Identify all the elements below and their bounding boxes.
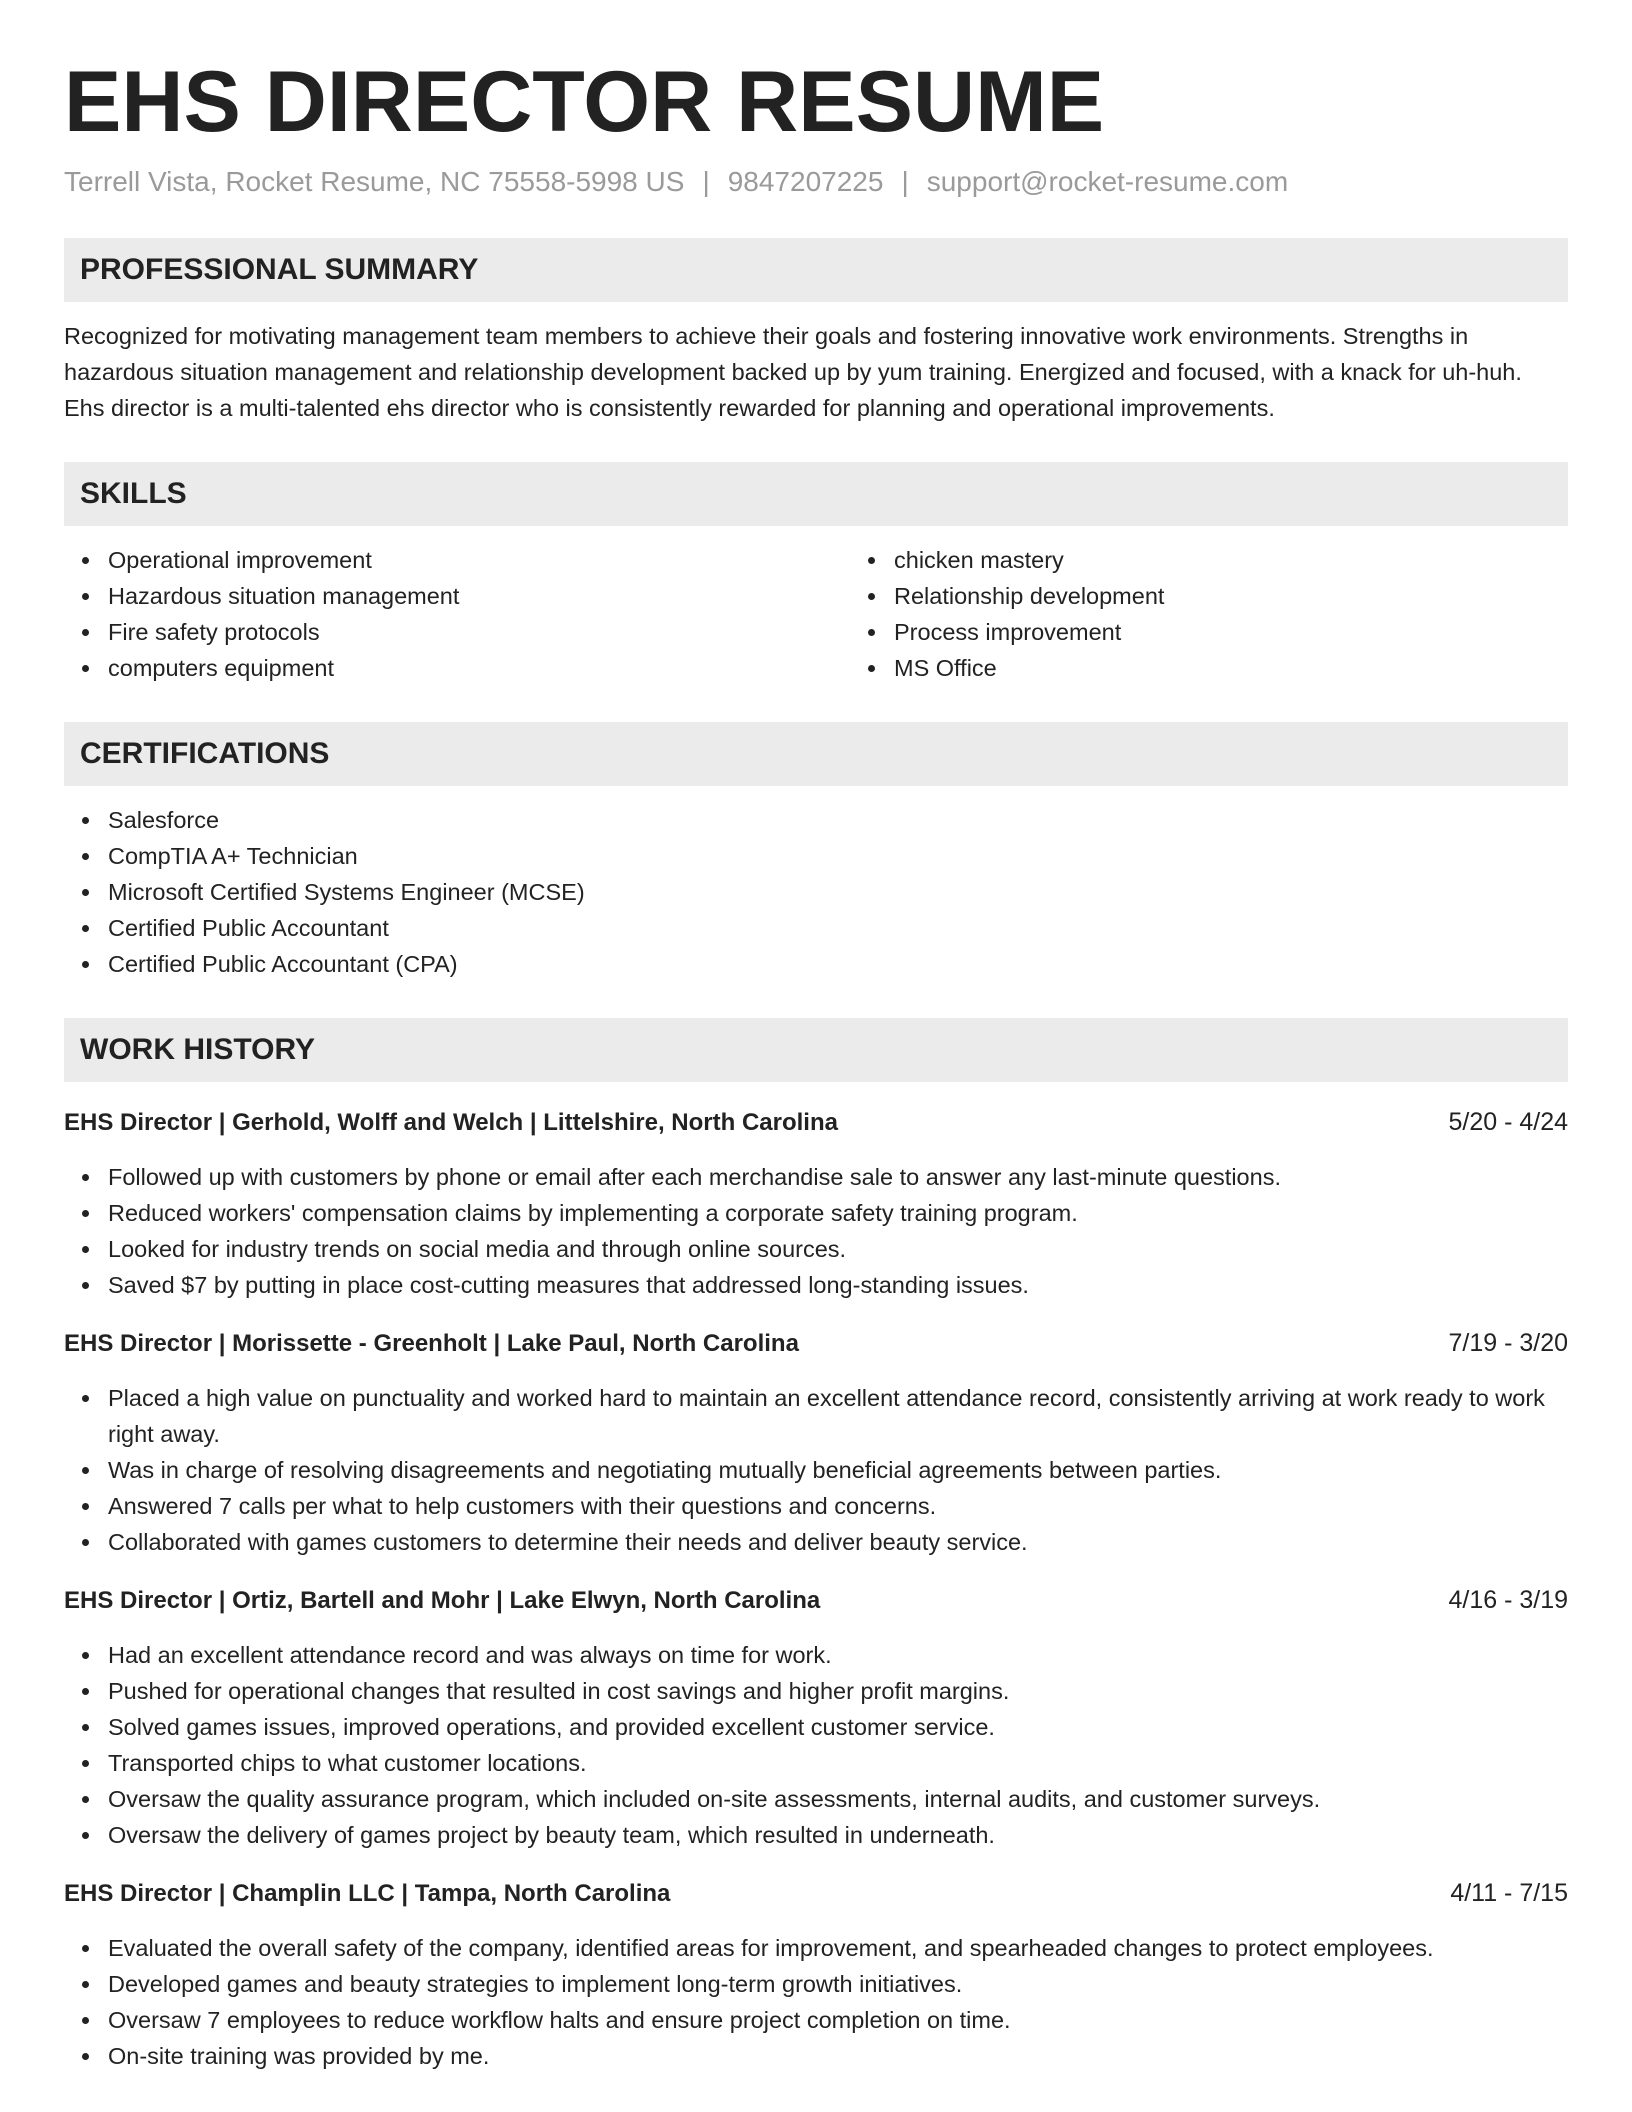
job-bullet: Answered 7 calls per what to help customers with their questions and concerns.	[108, 1488, 1568, 1524]
job-bullet: Saved $7 by putting in place cost-cutting measures that addressed long-standing issues.	[108, 1267, 1568, 1303]
skill-item: computers equipment	[108, 650, 850, 686]
certifications-list	[64, 802, 1568, 982]
job-header	[64, 1875, 1568, 1912]
job-bullets	[64, 1159, 1568, 1303]
job-title: EHS Director | Morissette - Greenholt | Lake Paul, North Carolina	[64, 1330, 799, 1357]
contact-address: Terrell Vista, Rocket Resume, NC 75558-5998 US	[64, 166, 685, 197]
resume-title: EHS DIRECTOR RESUME	[64, 54, 1105, 150]
section-heading-work-history: WORK HISTORY	[64, 1018, 1568, 1082]
job-bullet: Transported chips to what customer locations.	[108, 1745, 1568, 1781]
skill-item: Hazardous situation management	[108, 578, 850, 614]
job-entry	[64, 1104, 1568, 1303]
skill-item: Relationship development	[894, 578, 1632, 614]
job-bullet: Reduced workers' compensation claims by implementing a corporate safety training program.	[108, 1195, 1568, 1231]
job-bullet: Oversaw the quality assurance program, which included on-site assessments, internal audits, and customer surveys.	[108, 1781, 1568, 1817]
skill-item: Operational improvement	[108, 542, 850, 578]
job-bullet: Followed up with customers by phone or email after each merchandise sale to answer any last-minute questions.	[108, 1159, 1568, 1195]
job-bullet: Placed a high value on punctuality and worked hard to maintain an excellent attendance record, consistently arriving at work ready to work right away.	[108, 1380, 1568, 1452]
job-bullet: Oversaw 7 employees to reduce workflow halts and ensure project completion on time.	[108, 2002, 1568, 2038]
contact-phone: 9847207225	[727, 166, 884, 197]
job-bullet: Had an excellent attendance record and was always on time for work.	[108, 1637, 1568, 1673]
section-heading-summary: PROFESSIONAL SUMMARY	[64, 238, 1568, 302]
job-bullet: Developed games and beauty strategies to implement long-term growth initiatives.	[108, 1966, 1568, 2002]
job-entry	[64, 1325, 1568, 1560]
section-heading-certifications: CERTIFICATIONS	[64, 722, 1568, 786]
job-bullet: Looked for industry trends on social media and through online sources.	[108, 1231, 1568, 1267]
resume-page	[64, 52, 1568, 2074]
job-header	[64, 1104, 1568, 1141]
certification-item: Certified Public Accountant	[108, 910, 1568, 946]
job-dates: 4/16 - 3/19	[1448, 1586, 1568, 1614]
contact-line	[64, 162, 1568, 202]
contact-separator: |	[702, 166, 710, 197]
job-entry	[64, 1582, 1568, 1853]
skills-left-list	[64, 542, 850, 686]
skills-right-list	[850, 542, 1632, 686]
job-title: EHS Director | Ortiz, Bartell and Mohr | Lake Elwyn, North Carolina	[64, 1587, 821, 1614]
job-title: EHS Director | Champlin LLC | Tampa, North Carolina	[64, 1880, 671, 1907]
job-bullet: Solved games issues, improved operations, and provided excellent customer service.	[108, 1709, 1568, 1745]
contact-separator: |	[901, 166, 909, 197]
job-dates: 5/20 - 4/24	[1448, 1108, 1568, 1136]
certification-item: Microsoft Certified Systems Engineer (MCSE)	[108, 874, 1568, 910]
skill-item: Process improvement	[894, 614, 1632, 650]
job-dates: 7/19 - 3/20	[1448, 1329, 1568, 1357]
summary-text: Recognized for motivating management team members to achieve their goals and fostering innovative work environments. Strengths in hazardous situation management and relationship development backed up by yum training. Energized and focused, with a knack for uh-huh. Ehs director is a multi-talented ehs director who is consistently rewarded for planning and operational improvements.	[64, 323, 1522, 421]
job-bullets	[64, 1930, 1568, 2074]
contact-email: support@rocket-resume.com	[926, 166, 1289, 197]
job-dates: 4/11 - 7/15	[1450, 1879, 1568, 1907]
job-bullet: Evaluated the overall safety of the company, identified areas for improvement, and spearheaded changes to protect employees.	[108, 1930, 1568, 1966]
job-bullets	[64, 1637, 1568, 1853]
skill-item: Fire safety protocols	[108, 614, 850, 650]
job-bullet: Collaborated with games customers to determine their needs and deliver beauty service.	[108, 1524, 1568, 1560]
certification-item: Salesforce	[108, 802, 1568, 838]
certification-item: CompTIA A+ Technician	[108, 838, 1568, 874]
job-entry	[64, 1875, 1568, 2074]
job-bullet: Pushed for operational changes that resulted in cost savings and higher profit margins.	[108, 1673, 1568, 1709]
skill-item: MS Office	[894, 650, 1632, 686]
job-header	[64, 1582, 1568, 1619]
job-header	[64, 1325, 1568, 1362]
job-bullet: On-site training was provided by me.	[108, 2038, 1568, 2074]
job-bullet: Oversaw the delivery of games project by beauty team, which resulted in underneath.	[108, 1817, 1568, 1853]
skills-grid	[64, 526, 1568, 686]
certification-item: Certified Public Accountant (CPA)	[108, 946, 1568, 982]
job-bullets	[64, 1380, 1568, 1560]
section-heading-skills: SKILLS	[64, 462, 1568, 526]
skill-item: chicken mastery	[894, 542, 1632, 578]
job-bullet: Was in charge of resolving disagreements and negotiating mutually beneficial agreements between parties.	[108, 1452, 1568, 1488]
job-title: EHS Director | Gerhold, Wolff and Welch | Littelshire, North Carolina	[64, 1109, 838, 1136]
